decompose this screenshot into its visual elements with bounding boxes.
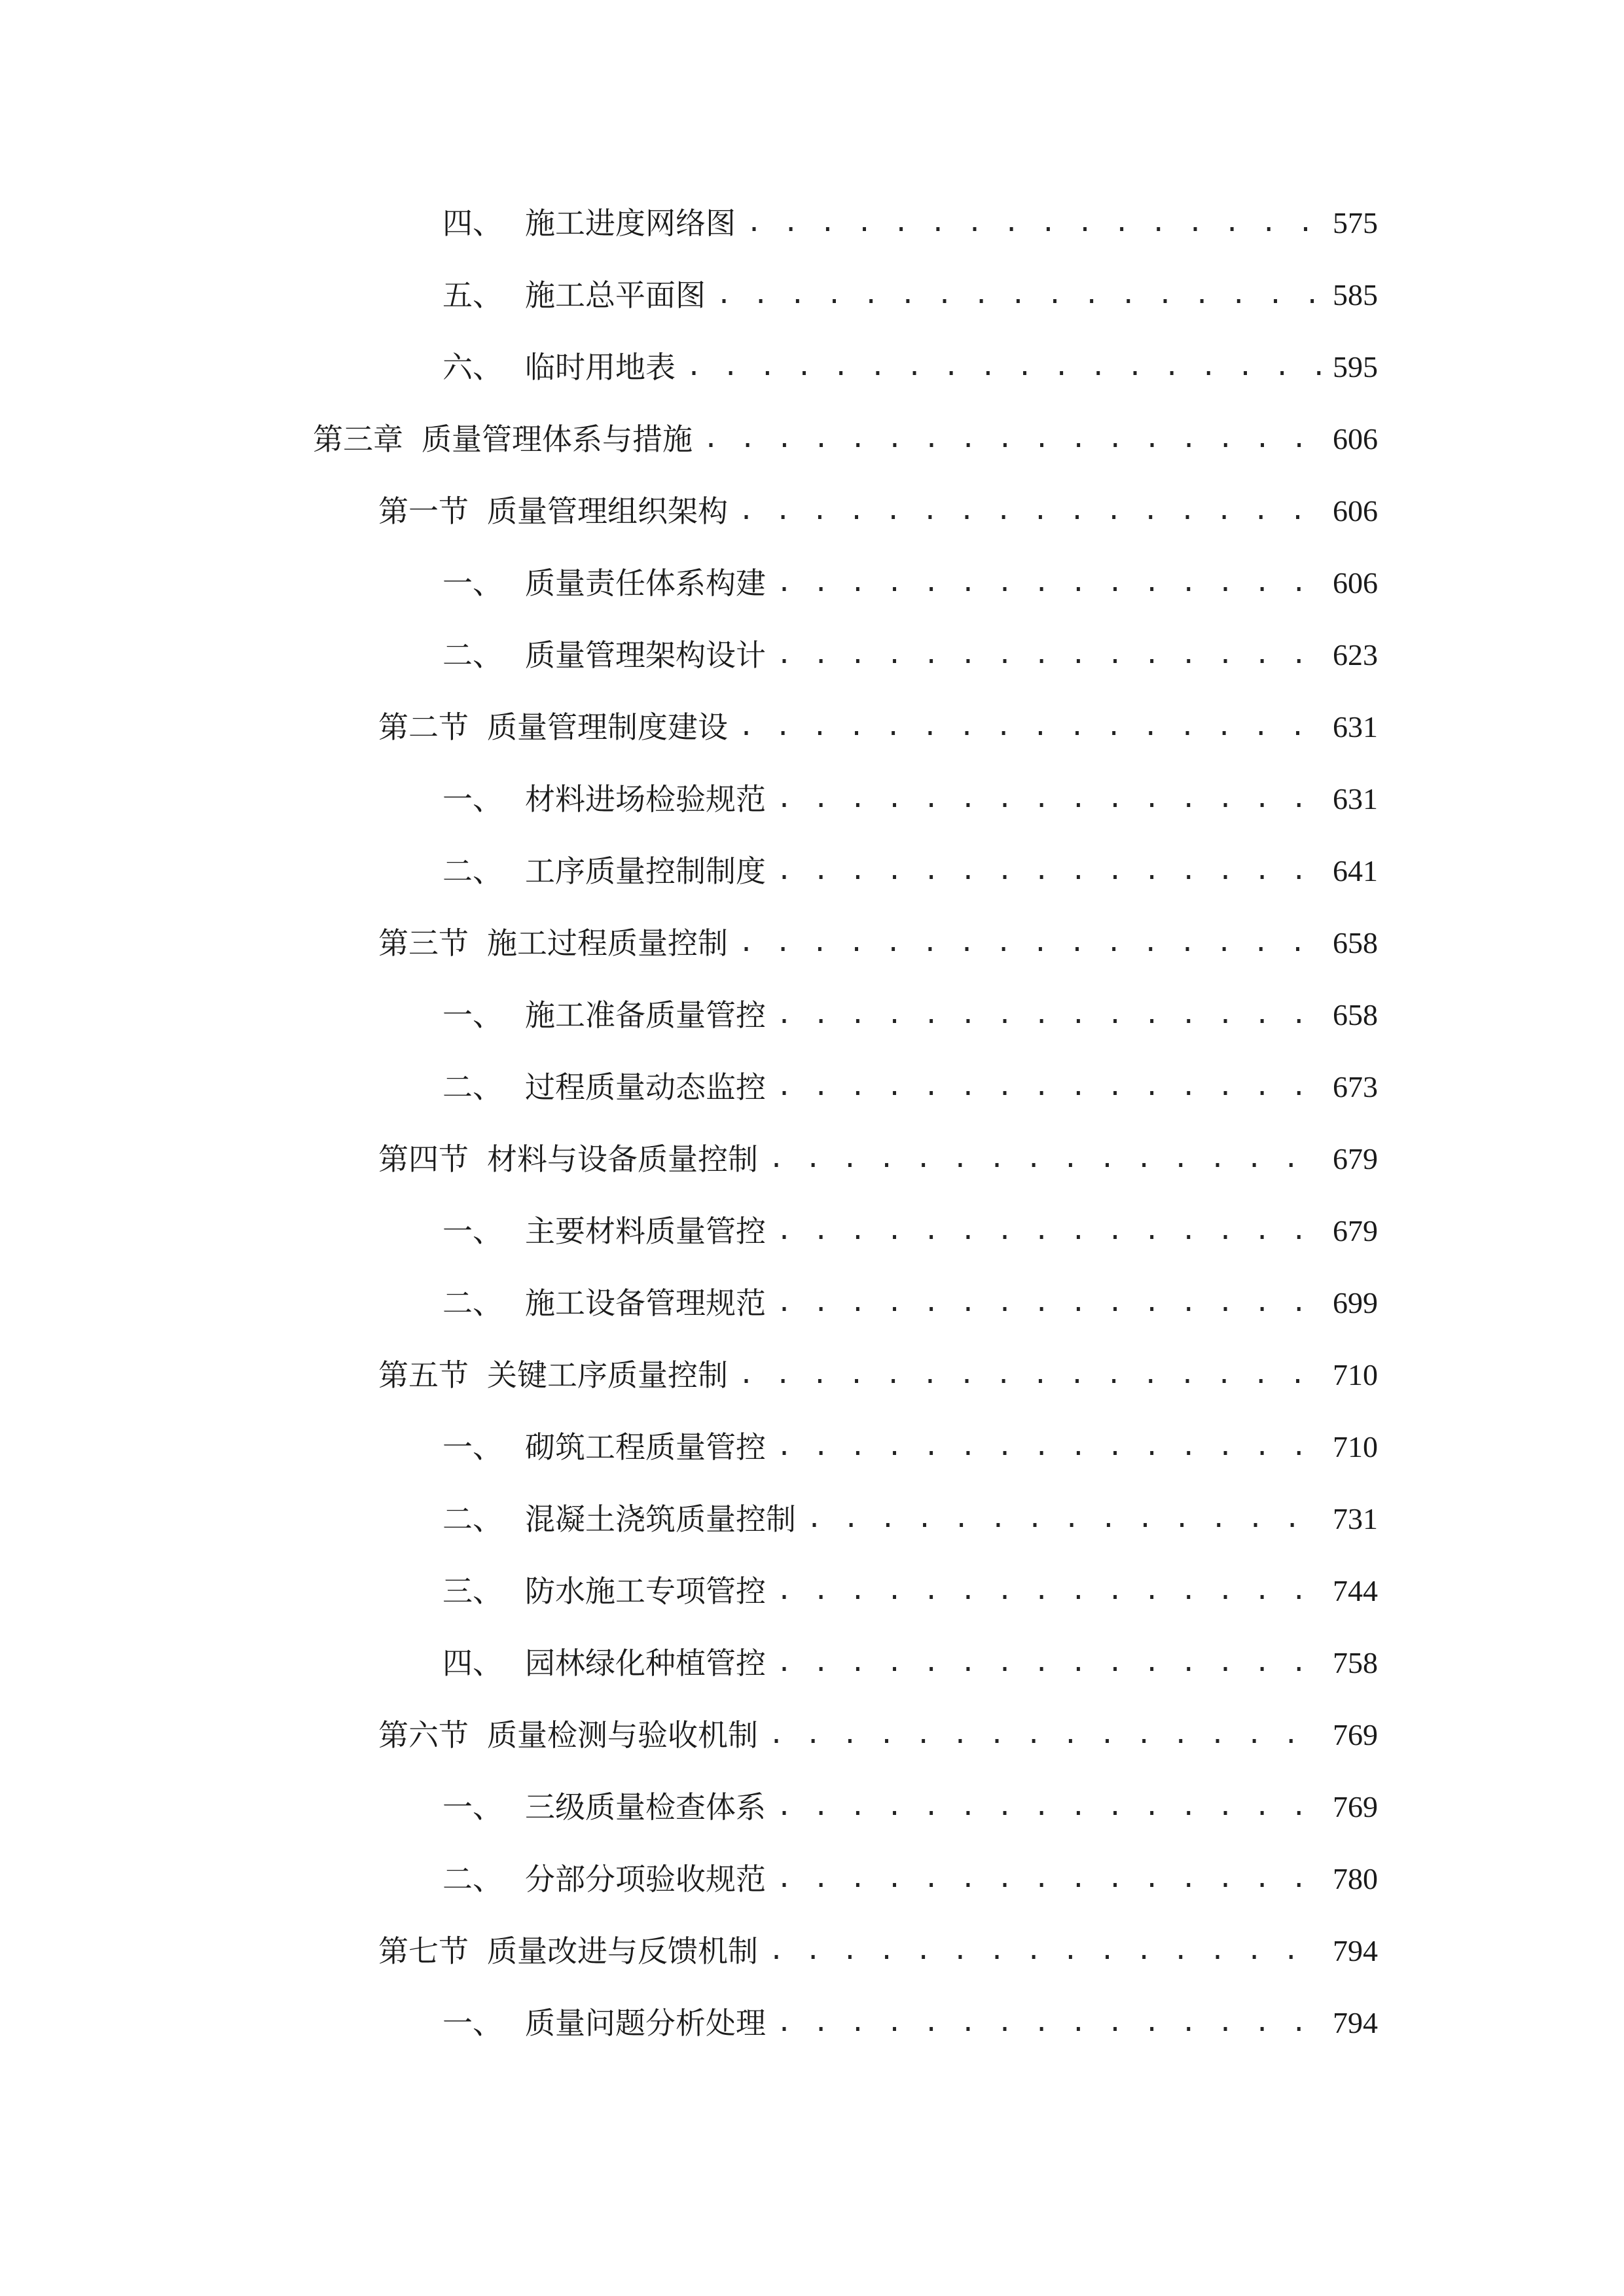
toc-entry-label: [378, 925, 728, 961]
toc-entry-marker: 二、: [442, 1861, 503, 1897]
toc-entry-page-number: 699: [1333, 1286, 1378, 1319]
toc-entry[interactable]: [0, 1987, 1378, 2059]
toc-entry-page-number: 606: [1333, 566, 1378, 600]
toc-entry-label: [378, 709, 728, 745]
toc-entry-page-number: 641: [1333, 854, 1378, 888]
toc-entry-marker: 二、: [442, 853, 503, 889]
toc-entry-marker: 五、: [442, 278, 503, 313]
toc-entry-title: 混凝土浇筑质量控制: [525, 1501, 796, 1537]
toc-entry[interactable]: [0, 979, 1378, 1051]
dot-leader: [776, 1792, 1322, 1822]
toc-entry-page-number: 575: [1333, 206, 1378, 240]
toc-entry-marker: 一、: [442, 2005, 503, 2041]
dot-leader: [776, 1072, 1322, 1102]
toc-entry-label: [442, 1501, 796, 1537]
dot-leader: [776, 1648, 1322, 1678]
toc-entry[interactable]: [0, 403, 1378, 475]
toc-entry-title: 质量问题分析处理: [525, 2005, 766, 2041]
toc-entry[interactable]: [0, 187, 1378, 259]
dot-leader: [776, 1576, 1322, 1606]
toc-entry[interactable]: [0, 907, 1378, 979]
toc-entry[interactable]: [0, 835, 1378, 907]
toc-entry-marker: 一、: [442, 997, 503, 1033]
toc-entry-page-number: 710: [1333, 1430, 1378, 1463]
toc-entry-label: [442, 1573, 766, 1609]
toc-entry[interactable]: [0, 1267, 1378, 1339]
toc-entry-label: [442, 1213, 766, 1249]
dot-leader: [776, 1432, 1322, 1462]
toc-entry-page-number: 679: [1333, 1214, 1378, 1247]
dot-leader: [686, 352, 1322, 382]
toc-entry-title: 临时用地表: [525, 350, 676, 385]
toc-entry-title: 施工过程质量控制: [487, 925, 728, 961]
toc-entry-page-number: 595: [1333, 350, 1378, 384]
toc-entry-label: [442, 781, 766, 817]
toc-entry-page-number: 794: [1333, 1934, 1378, 1967]
toc-entry-marker: 四、: [442, 1645, 503, 1681]
toc-entry-title: 质量管理架构设计: [525, 637, 766, 673]
toc-entry-title: 质量管理组织架构: [487, 493, 728, 529]
toc-entry-label: [442, 637, 766, 673]
toc-entry-title: 质量改进与反馈机制: [487, 1933, 758, 1969]
dot-leader: [703, 424, 1322, 454]
toc-entry-label: [442, 1285, 766, 1321]
toc-entry-label: [442, 853, 766, 889]
toc-entry-marker: 二、: [442, 1285, 503, 1321]
toc-entry-label: [442, 278, 706, 313]
toc-entry-page-number: 744: [1333, 1574, 1378, 1607]
toc-entry-marker: 第二节: [378, 709, 469, 745]
toc-entry-title: 质量管理体系与措施: [422, 422, 693, 457]
dot-leader: [738, 496, 1322, 526]
toc-entry-label: [442, 1429, 766, 1465]
toc-entry[interactable]: [0, 1843, 1378, 1915]
table-of-contents: [0, 187, 1624, 2059]
toc-entry-marker: 一、: [442, 1429, 503, 1465]
toc-entry-page-number: 794: [1333, 2006, 1378, 2039]
toc-entry[interactable]: [0, 331, 1378, 403]
toc-entry-label: [442, 2005, 766, 2041]
toc-entry-marker: 六、: [442, 350, 503, 385]
toc-entry-label: [378, 493, 728, 529]
toc-entry-page-number: 673: [1333, 1070, 1378, 1103]
toc-entry-marker: 一、: [442, 565, 503, 601]
dot-leader: [776, 2008, 1322, 2038]
dot-leader: [738, 1360, 1322, 1390]
toc-entry-page-number: 606: [1333, 494, 1378, 528]
toc-entry-label: [378, 1717, 758, 1753]
toc-entry[interactable]: [0, 1123, 1378, 1195]
toc-entry-marker: 二、: [442, 1069, 503, 1105]
dot-leader: [776, 1216, 1322, 1246]
dot-leader: [776, 568, 1322, 598]
dot-leader: [738, 928, 1322, 958]
dot-leader: [746, 208, 1322, 238]
toc-entry-label: [442, 1789, 766, 1825]
toc-entry-page-number: 623: [1333, 638, 1378, 672]
toc-entry-title: 园林绿化种植管控: [525, 1645, 766, 1681]
toc-entry-page-number: 585: [1333, 278, 1378, 312]
toc-entry-page-number: 758: [1333, 1646, 1378, 1679]
dot-leader: [776, 1864, 1322, 1894]
toc-entry-title: 工序质量控制制度: [525, 853, 766, 889]
toc-entry-marker: 一、: [442, 1213, 503, 1249]
toc-entry-label: [378, 1357, 728, 1393]
toc-entry[interactable]: [0, 691, 1378, 763]
toc-entry-page-number: 780: [1333, 1862, 1378, 1895]
toc-entry-label: [378, 1141, 758, 1177]
toc-entry-title: 三级质量检查体系: [525, 1789, 766, 1825]
toc-entry-page-number: 769: [1333, 1718, 1378, 1751]
dot-leader: [776, 1288, 1322, 1318]
dot-leader: [768, 1720, 1322, 1750]
toc-entry[interactable]: [0, 1483, 1378, 1555]
toc-entry-title: 材料进场检验规范: [525, 781, 766, 817]
toc-entry[interactable]: [0, 259, 1378, 331]
toc-entry-marker: 第三章: [313, 422, 403, 457]
toc-entry[interactable]: [0, 1411, 1378, 1483]
toc-entry-title: 分部分项验收规范: [525, 1861, 766, 1897]
dot-leader: [806, 1504, 1322, 1534]
toc-entry-page-number: 769: [1333, 1790, 1378, 1823]
toc-entry-marker: 第三节: [378, 925, 469, 961]
toc-entry[interactable]: [0, 1771, 1378, 1843]
toc-entry-label: [442, 206, 736, 241]
toc-entry-marker: 二、: [442, 637, 503, 673]
toc-entry-marker: 第七节: [378, 1933, 469, 1969]
toc-entry-label: [442, 1645, 766, 1681]
toc-entry[interactable]: [0, 1195, 1378, 1267]
toc-entry[interactable]: [0, 1051, 1378, 1123]
toc-entry-marker: 第四节: [378, 1141, 469, 1177]
toc-entry-label: [442, 350, 676, 385]
toc-entry-label: [442, 565, 766, 601]
toc-entry-marker: 一、: [442, 1789, 503, 1825]
toc-entry-label: [442, 997, 766, 1033]
toc-entry-page-number: 658: [1333, 926, 1378, 960]
toc-entry-page-number: 710: [1333, 1358, 1378, 1391]
dot-leader: [768, 1936, 1322, 1966]
toc-entry-title: 关键工序质量控制: [487, 1357, 728, 1393]
toc-entry-page-number: 658: [1333, 998, 1378, 1031]
toc-entry-marker: 三、: [442, 1573, 503, 1609]
toc-entry-title: 主要材料质量管控: [525, 1213, 766, 1249]
toc-entry-label: [313, 422, 693, 457]
toc-entry-page-number: 631: [1333, 710, 1378, 744]
toc-entry[interactable]: [0, 1555, 1378, 1627]
toc-entry-title: 质量检测与验收机制: [487, 1717, 758, 1753]
toc-entry-title: 防水施工专项管控: [525, 1573, 766, 1609]
dot-leader: [738, 712, 1322, 742]
toc-entry-label: [378, 1933, 758, 1969]
toc-entry-title: 质量责任体系构建: [525, 565, 766, 601]
toc-entry[interactable]: [0, 1339, 1378, 1411]
toc-entry[interactable]: [0, 475, 1378, 547]
toc-entry-title: 过程质量动态监控: [525, 1069, 766, 1105]
toc-entry[interactable]: [0, 547, 1378, 619]
toc-entry-marker: 一、: [442, 781, 503, 817]
toc-entry[interactable]: [0, 619, 1378, 691]
toc-entry-marker: 第五节: [378, 1357, 469, 1393]
dot-leader: [716, 280, 1322, 310]
dot-leader: [776, 640, 1322, 670]
toc-entry-marker: 二、: [442, 1501, 503, 1537]
dot-leader: [776, 856, 1322, 886]
toc-entry-title: 砌筑工程质量管控: [525, 1429, 766, 1465]
toc-entry-title: 施工总平面图: [525, 278, 706, 313]
toc-entry-label: [442, 1861, 766, 1897]
toc-entry-title: 施工设备管理规范: [525, 1285, 766, 1321]
dot-leader: [776, 1000, 1322, 1030]
toc-entry-page-number: 606: [1333, 422, 1378, 456]
toc-entry-title: 施工进度网络图: [525, 206, 736, 241]
toc-entry-title: 材料与设备质量控制: [487, 1141, 758, 1177]
toc-entry-title: 质量管理制度建设: [487, 709, 728, 745]
toc-entry[interactable]: [0, 1627, 1378, 1699]
toc-entry-marker: 第一节: [378, 493, 469, 529]
dot-leader: [776, 784, 1322, 814]
toc-entry[interactable]: [0, 1699, 1378, 1771]
toc-entry-page-number: 631: [1333, 782, 1378, 816]
toc-entry[interactable]: [0, 1915, 1378, 1987]
toc-entry-page-number: 731: [1333, 1502, 1378, 1535]
dot-leader: [768, 1144, 1322, 1174]
toc-entry-marker: 第六节: [378, 1717, 469, 1753]
toc-entry-title: 施工准备质量管控: [525, 997, 766, 1033]
toc-entry-label: [442, 1069, 766, 1105]
toc-entry[interactable]: [0, 763, 1378, 835]
toc-entry-page-number: 679: [1333, 1142, 1378, 1175]
toc-entry-marker: 四、: [442, 206, 503, 241]
